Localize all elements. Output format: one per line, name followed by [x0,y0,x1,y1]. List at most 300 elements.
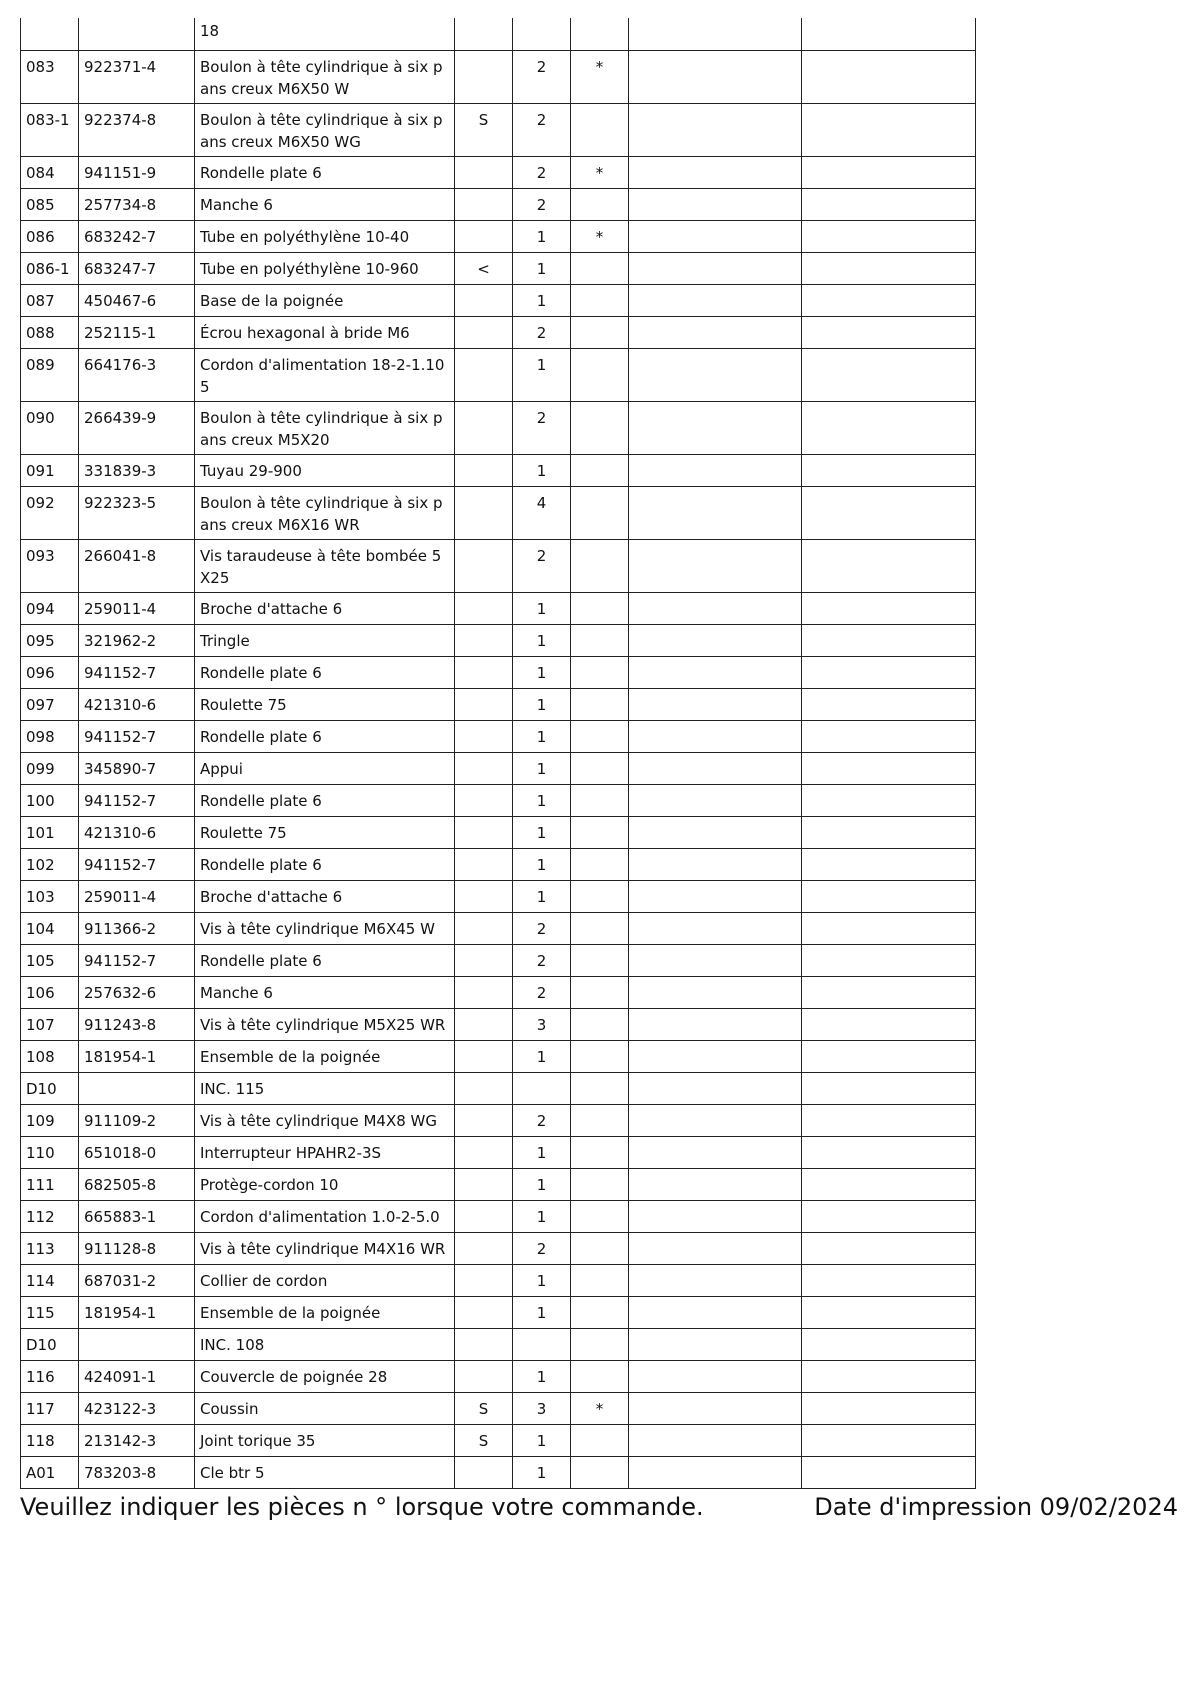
mark-cell [571,752,629,784]
item-number: 083 [21,50,79,103]
item-number: 103 [21,880,79,912]
table-row [21,784,976,816]
table-row [21,539,976,592]
mark-cell [571,1264,629,1296]
table-row [21,1360,976,1392]
print-date: Date d'impression 09/02/2024 [814,1493,1178,1521]
empty-cell [629,1424,802,1456]
part-description: Rondelle plate 6 [195,656,455,688]
empty-cell [802,880,976,912]
empty-cell [802,1328,976,1360]
table-row [21,1392,976,1424]
table-row [21,1136,976,1168]
table-row [21,976,976,1008]
quantity-cell: 1 [513,1360,571,1392]
part-number: 252115-1 [79,316,195,348]
quantity-cell [513,18,571,50]
item-number: 094 [21,592,79,624]
mark-cell [571,720,629,752]
empty-cell [802,284,976,316]
part-number: 911128-8 [79,1232,195,1264]
item-number: 095 [21,624,79,656]
part-description: Roulette 75 [195,688,455,720]
empty-cell [802,252,976,284]
part-number: 665883-1 [79,1200,195,1232]
part-number: 331839-3 [79,454,195,486]
part-number: 683242-7 [79,220,195,252]
part-number: 257632-6 [79,976,195,1008]
empty-cell [802,188,976,220]
mark-cell [571,1360,629,1392]
quantity-cell: 1 [513,784,571,816]
empty-cell [629,156,802,188]
part-description: Vis taraudeuse à tête bombée 5X25 [195,539,455,592]
mark-cell [571,316,629,348]
part-description: Vis à tête cylindrique M4X16 WR [195,1232,455,1264]
item-number: 088 [21,316,79,348]
item-number: 091 [21,454,79,486]
empty-cell [629,454,802,486]
table-row [21,18,976,50]
item-number: 086 [21,220,79,252]
empty-cell [629,401,802,454]
empty-cell [802,103,976,156]
empty-cell [802,454,976,486]
mark-cell [571,486,629,539]
note-cell [455,539,513,592]
table-row [21,188,976,220]
part-number: 651018-0 [79,1136,195,1168]
note-cell [455,316,513,348]
note-cell [455,1232,513,1264]
table-row [21,1264,976,1296]
item-number: 097 [21,688,79,720]
empty-cell [802,1168,976,1200]
quantity-cell: 2 [513,944,571,976]
empty-cell [629,1168,802,1200]
part-number: 423122-3 [79,1392,195,1424]
note-cell [455,848,513,880]
part-number: 911243-8 [79,1008,195,1040]
quantity-cell: 2 [513,1232,571,1264]
table-row [21,454,976,486]
item-number: 085 [21,188,79,220]
empty-cell [629,18,802,50]
table-row [21,1296,976,1328]
part-number: 682505-8 [79,1168,195,1200]
part-description: Cordon d'alimentation 18-2-1.105 [195,348,455,401]
note-cell [455,220,513,252]
table-row [21,944,976,976]
part-number: 257734-8 [79,188,195,220]
part-number: 941151-9 [79,156,195,188]
mark-cell [571,1168,629,1200]
item-number: 099 [21,752,79,784]
parts-table [20,18,976,1489]
mark-cell [571,401,629,454]
table-row [21,688,976,720]
mark-cell [571,18,629,50]
part-description: Cordon d'alimentation 1.0-2-5.0 [195,1200,455,1232]
mark-cell [571,348,629,401]
empty-cell [802,848,976,880]
quantity-cell: 1 [513,592,571,624]
note-cell [455,912,513,944]
mark-cell [571,1424,629,1456]
table-row [21,656,976,688]
part-description: Rondelle plate 6 [195,156,455,188]
item-number: D10 [21,1072,79,1104]
quantity-cell: 2 [513,539,571,592]
quantity-cell: 2 [513,50,571,103]
note-cell [455,1008,513,1040]
table-row [21,103,976,156]
part-description: Broche d'attache 6 [195,880,455,912]
empty-cell [629,880,802,912]
quantity-cell: 1 [513,1424,571,1456]
empty-cell [629,103,802,156]
item-number: 102 [21,848,79,880]
item-number: 112 [21,1200,79,1232]
mark-cell [571,188,629,220]
empty-cell [802,1040,976,1072]
note-cell [455,284,513,316]
empty-cell [802,1360,976,1392]
part-description: Couvercle de poignée 28 [195,1360,455,1392]
empty-cell [629,944,802,976]
empty-cell [802,816,976,848]
note-cell [455,816,513,848]
quantity-cell: 1 [513,454,571,486]
quantity-cell: 1 [513,624,571,656]
item-number: 109 [21,1104,79,1136]
table-row [21,1072,976,1104]
empty-cell [629,848,802,880]
mark-cell [571,1008,629,1040]
table-row [21,1040,976,1072]
item-number: 087 [21,284,79,316]
mark-cell [571,912,629,944]
part-number: 181954-1 [79,1040,195,1072]
empty-cell [802,18,976,50]
item-number: 098 [21,720,79,752]
mark-cell: * [571,50,629,103]
note-cell [455,720,513,752]
empty-cell [802,976,976,1008]
part-description: Vis à tête cylindrique M5X25 WR [195,1008,455,1040]
empty-cell [629,1328,802,1360]
table-row [21,252,976,284]
part-description: Rondelle plate 6 [195,944,455,976]
empty-cell [802,50,976,103]
empty-cell [629,688,802,720]
item-number: 117 [21,1392,79,1424]
part-number: 321962-2 [79,624,195,656]
empty-cell [802,156,976,188]
table-row [21,880,976,912]
note-cell [455,944,513,976]
item-number: 093 [21,539,79,592]
mark-cell [571,784,629,816]
part-description: Boulon à tête cylindrique à six pans creux M6X16 WR [195,486,455,539]
empty-cell [629,1264,802,1296]
empty-cell [802,1296,976,1328]
part-number: 266041-8 [79,539,195,592]
part-description: Boulon à tête cylindrique à six pans creux M5X20 [195,401,455,454]
note-cell [455,1264,513,1296]
note-cell [455,1040,513,1072]
item-number: 116 [21,1360,79,1392]
table-row [21,624,976,656]
item-number: 110 [21,1136,79,1168]
part-number: 911109-2 [79,1104,195,1136]
note-cell [455,486,513,539]
part-description: Manche 6 [195,188,455,220]
quantity-cell: 1 [513,656,571,688]
mark-cell [571,656,629,688]
quantity-cell: 2 [513,188,571,220]
empty-cell [629,1104,802,1136]
mark-cell [571,1104,629,1136]
quantity-cell: 1 [513,1200,571,1232]
part-number: 687031-2 [79,1264,195,1296]
part-description: Joint torique 35 [195,1424,455,1456]
note-cell [455,156,513,188]
table-row [21,816,976,848]
part-description: Rondelle plate 6 [195,720,455,752]
note-cell [455,188,513,220]
part-description: Appui [195,752,455,784]
table-row [21,284,976,316]
note-cell [455,1456,513,1488]
part-number: 259011-4 [79,592,195,624]
part-number: 664176-3 [79,348,195,401]
part-number: 941152-7 [79,784,195,816]
item-number: 092 [21,486,79,539]
table-row [21,1104,976,1136]
part-number: 266439-9 [79,401,195,454]
part-description: Vis à tête cylindrique M6X45 W [195,912,455,944]
note-cell: S [455,103,513,156]
empty-cell [802,656,976,688]
empty-cell [629,284,802,316]
empty-cell [802,1136,976,1168]
empty-cell [802,1008,976,1040]
quantity-cell: 2 [513,976,571,1008]
part-description: Tube en polyéthylène 10-960 [195,252,455,284]
empty-cell [802,1456,976,1488]
mark-cell [571,1040,629,1072]
empty-cell [802,401,976,454]
mark-cell [571,816,629,848]
part-number: 911366-2 [79,912,195,944]
quantity-cell: 1 [513,688,571,720]
mark-cell [571,688,629,720]
empty-cell [629,1456,802,1488]
part-number: 941152-7 [79,656,195,688]
empty-cell [802,752,976,784]
part-description: Tringle [195,624,455,656]
quantity-cell: 2 [513,912,571,944]
part-description: Rondelle plate 6 [195,784,455,816]
mark-cell: * [571,156,629,188]
empty-cell [802,1232,976,1264]
part-description: Collier de cordon [195,1264,455,1296]
empty-cell [629,1296,802,1328]
quantity-cell: 1 [513,1264,571,1296]
note-cell [455,401,513,454]
item-number: 113 [21,1232,79,1264]
item-number: 086-1 [21,252,79,284]
part-description: Manche 6 [195,976,455,1008]
empty-cell [802,220,976,252]
empty-cell [802,688,976,720]
empty-cell [802,624,976,656]
part-number: 450467-6 [79,284,195,316]
quantity-cell: 1 [513,1136,571,1168]
item-number: 107 [21,1008,79,1040]
note-cell [455,592,513,624]
part-number: 424091-1 [79,1360,195,1392]
part-description: INC. 115 [195,1072,455,1104]
empty-cell [629,1232,802,1264]
quantity-cell: 1 [513,220,571,252]
empty-cell [629,624,802,656]
table-row [21,848,976,880]
part-number: 213142-3 [79,1424,195,1456]
quantity-cell: 3 [513,1392,571,1424]
item-number: D10 [21,1328,79,1360]
note-cell [455,752,513,784]
mark-cell [571,1328,629,1360]
table-row [21,486,976,539]
part-description: Protège-cordon 10 [195,1168,455,1200]
mark-cell [571,976,629,1008]
empty-cell [629,539,802,592]
quantity-cell: 1 [513,848,571,880]
empty-cell [802,784,976,816]
empty-cell [802,912,976,944]
empty-cell [629,1136,802,1168]
empty-cell [802,348,976,401]
mark-cell: * [571,1392,629,1424]
empty-cell [802,1104,976,1136]
part-number: 421310-6 [79,688,195,720]
note-cell [455,50,513,103]
empty-cell [802,539,976,592]
mark-cell [571,592,629,624]
empty-cell [629,316,802,348]
quantity-cell [513,1328,571,1360]
empty-cell [629,720,802,752]
empty-cell [629,1392,802,1424]
parts-list [20,18,976,1489]
part-description: Coussin [195,1392,455,1424]
item-number: 084 [21,156,79,188]
empty-cell [629,1072,802,1104]
part-description: Boulon à tête cylindrique à six pans creux M6X50 WG [195,103,455,156]
item-number: 083-1 [21,103,79,156]
table-row [21,1232,976,1264]
note-cell [455,1328,513,1360]
empty-cell [802,486,976,539]
mark-cell [571,1136,629,1168]
quantity-cell: 2 [513,103,571,156]
quantity-cell: 1 [513,816,571,848]
mark-cell [571,1456,629,1488]
part-description: Rondelle plate 6 [195,848,455,880]
empty-cell [802,1392,976,1424]
part-number [79,1328,195,1360]
note-cell: < [455,252,513,284]
table-row [21,1456,976,1488]
note-cell [455,880,513,912]
quantity-cell: 2 [513,401,571,454]
empty-cell [629,592,802,624]
part-number [79,1072,195,1104]
part-description: Vis à tête cylindrique M4X8 WG [195,1104,455,1136]
empty-cell [629,656,802,688]
item-number: 096 [21,656,79,688]
empty-cell [802,944,976,976]
table-row [21,1424,976,1456]
note-cell [455,624,513,656]
table-row [21,348,976,401]
quantity-cell: 2 [513,316,571,348]
part-description: Tuyau 29-900 [195,454,455,486]
mark-cell [571,848,629,880]
quantity-cell: 2 [513,1104,571,1136]
empty-cell [629,252,802,284]
note-cell [455,1200,513,1232]
note-cell: S [455,1424,513,1456]
note-cell [455,18,513,50]
item-number: 089 [21,348,79,401]
part-description: Base de la poignée [195,284,455,316]
mark-cell: * [571,220,629,252]
note-cell [455,784,513,816]
item-number: 111 [21,1168,79,1200]
quantity-cell: 1 [513,1296,571,1328]
table-row [21,1008,976,1040]
note-cell [455,1072,513,1104]
part-number [79,18,195,50]
quantity-cell [513,1072,571,1104]
order-instruction: Veuillez indiquer les pièces n ° lorsque votre commande. [20,1493,704,1521]
part-number: 941152-7 [79,848,195,880]
part-description: Interrupteur HPAHR2-3S [195,1136,455,1168]
quantity-cell: 1 [513,1168,571,1200]
item-number: 115 [21,1296,79,1328]
part-number: 181954-1 [79,1296,195,1328]
quantity-cell: 3 [513,1008,571,1040]
mark-cell [571,1200,629,1232]
part-description: INC. 108 [195,1328,455,1360]
empty-cell [629,1008,802,1040]
mark-cell [571,539,629,592]
empty-cell [629,1360,802,1392]
table-row [21,50,976,103]
item-number: A01 [21,1456,79,1488]
empty-cell [629,816,802,848]
item-number: 100 [21,784,79,816]
part-description: Cle btr 5 [195,1456,455,1488]
quantity-cell: 1 [513,252,571,284]
part-description: Boulon à tête cylindrique à six pans creux M6X50 W [195,50,455,103]
empty-cell [629,1040,802,1072]
part-number: 941152-7 [79,720,195,752]
table-row [21,1200,976,1232]
